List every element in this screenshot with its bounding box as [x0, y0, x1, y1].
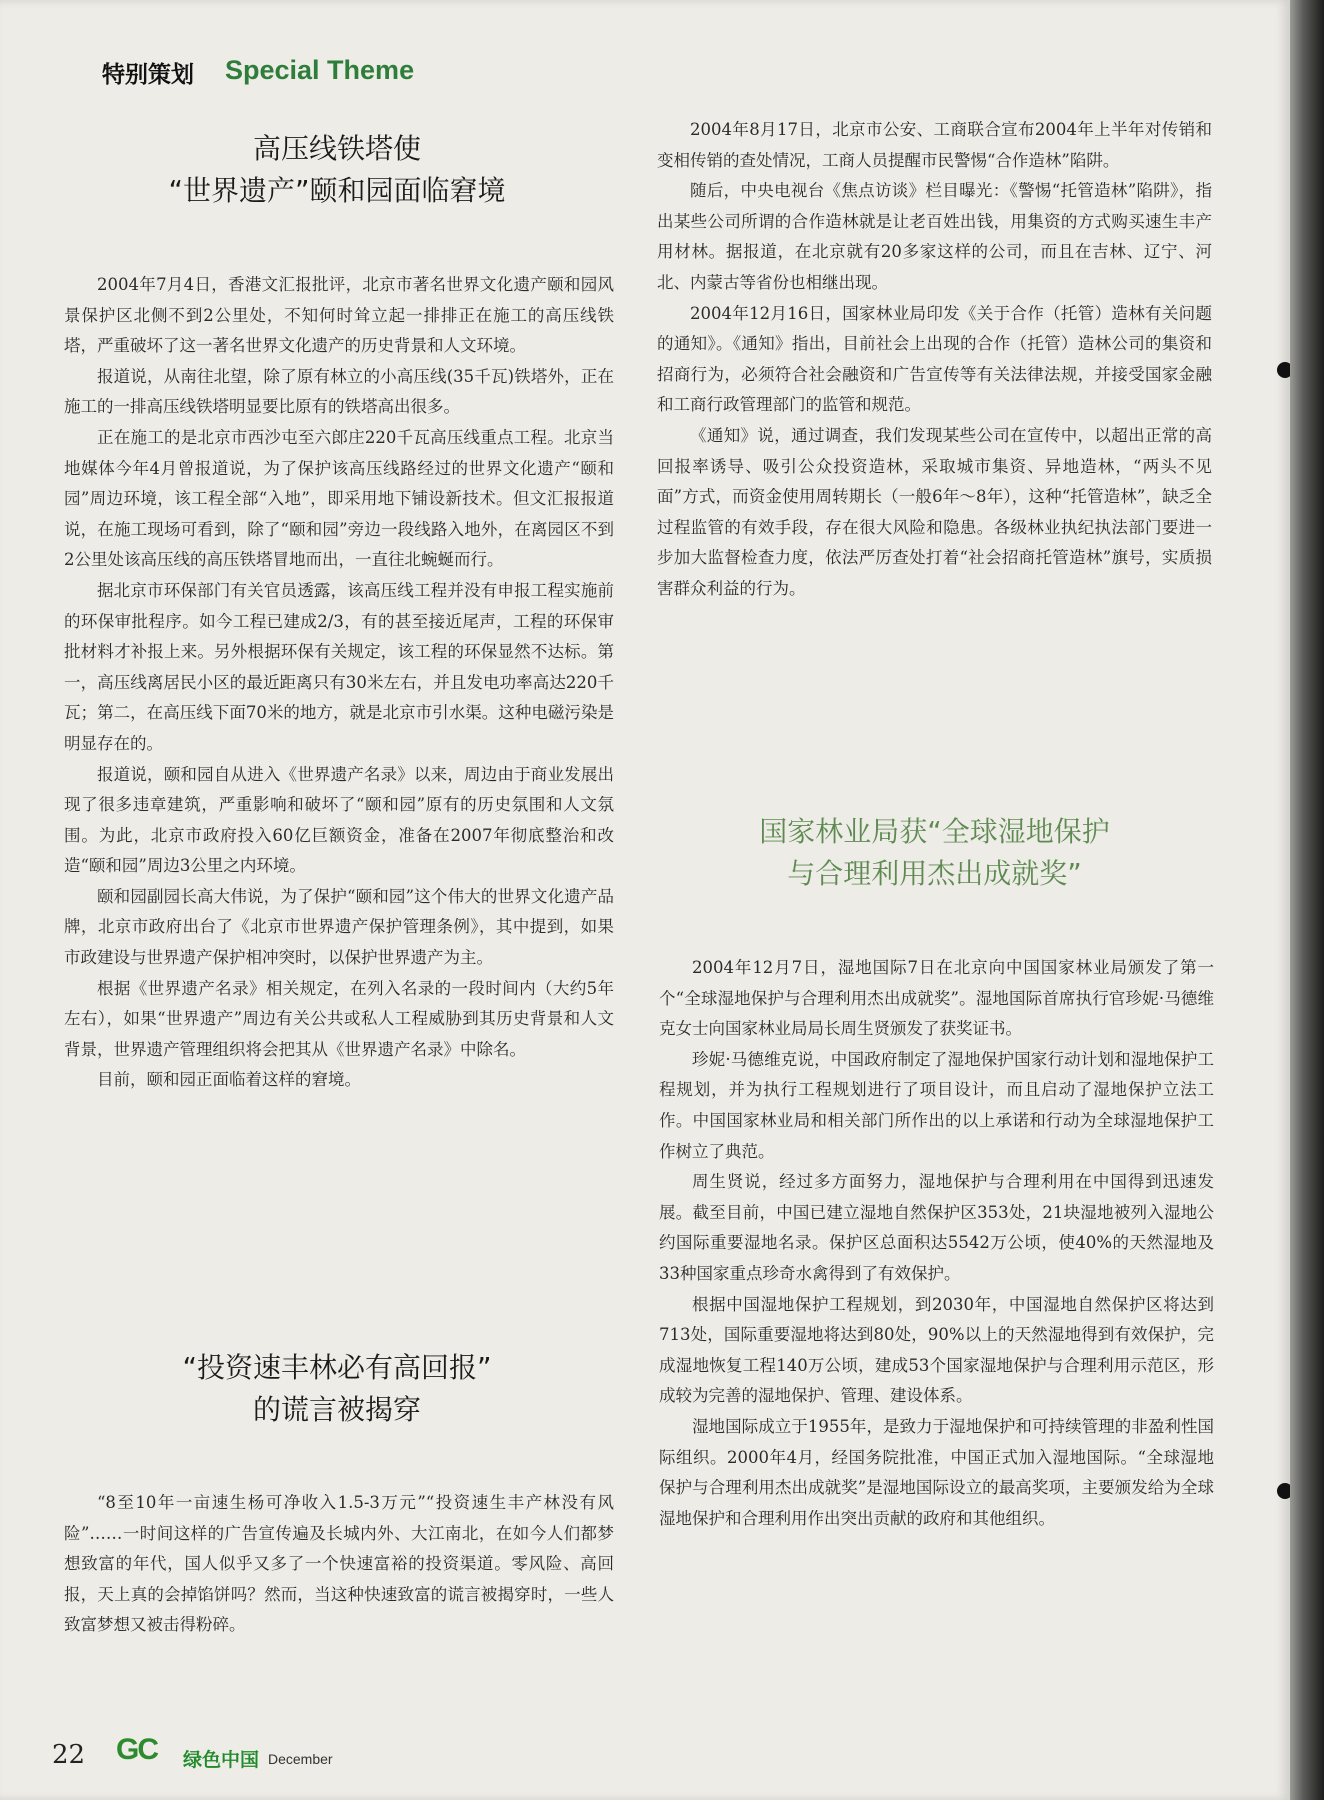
article2-body: [64, 1488, 614, 1641]
page-number: 22: [52, 1740, 86, 1770]
paragraph: 颐和园副园长高大伟说，为了保护“颐和园”这个伟大的世界文化遗产品牌，北京市政府出台了《北京市世界遗产保护管理条例》，其中提到，如果市政建设与世界遗产保护相冲突时，以保护世界遗产为主。: [64, 886, 614, 968]
paragraph: 报道说，颐和园自从进入《世界遗产名录》以来，周边由于商业发展出现了很多违章建筑，严重影响和破坏了“颐和园”原有的历史氛围和人文氛围。为此，北京市政府投入60亿巨额资金，准备在2007年彻底整治和改造“颐和园”周边3公里之内环境。: [64, 764, 614, 876]
article1-body: [64, 270, 614, 1096]
article2-title: [62, 1347, 612, 1431]
paragraph: 《通知》说，通过调查，我们发现某些公司在宣传中，以超出正常的高回报率诱导、吸引公众投资造林，采取城市集资、异地造林，“两头不见面”方式，而资金使用周转期长（一般6年～8年），这种“托管造林”，缺乏全过程监管的有效手段，存在很大风险和隐患。各级林业执纪执法部门要进一步加大监督检查力度，依法严厉查处打着“社会招商托管造林”旗号，实质损害群众利益的行为。: [657, 425, 1212, 598]
article2-body-continued: [657, 115, 1212, 605]
article3-title: [657, 811, 1212, 895]
paragraph: 报道说，从南往北望，除了原有林立的小高压线(35千瓦)铁塔外，正在施工的一排高压线铁塔明显要比原有的铁塔高出很多。: [64, 366, 614, 417]
paragraph: 湿地国际成立于1955年，是致力于湿地保护和可持续管理的非盈利性国际组织。2000年4月，经国务院批准，中国正式加入湿地国际。“全球湿地保护与合理利用杰出成就奖”是湿地国际设立的最高奖项，主要颁发给为全球湿地保护和合理利用作出突出贡献的政府和其他组织。: [659, 1416, 1214, 1528]
article3-body: [659, 953, 1214, 1534]
paragraph: 随后，中央电视台《焦点访谈》栏目曝光：《警惕“托管造林”陷阱》，指出某些公司所谓的合作造林就是让老百姓出钱，用集资的方式购买速生丰产用材林。据报道，在北京就有20多家这样的公司，而且在吉林、辽宁、河北、内蒙古等省份也相继出现。: [657, 181, 1212, 292]
article3-title-line: 与合理利用杰出成就奖”: [787, 857, 1082, 890]
article1-title-line: 高压线铁塔使: [252, 132, 421, 165]
section-label-zh: 特别策划: [102, 62, 194, 88]
issue-month: December: [268, 1751, 333, 1767]
paragraph: 目前，颐和园正面临着这样的窘境。: [97, 1070, 361, 1090]
paragraph: 正在施工的是北京市西沙屯至六郎庄220千瓦高压线重点工程。北京当地媒体今年4月曾报道说，为了保护该高压线路经过的世界文化遗产“颐和园”周边环境，该工程全部“入地”，即采用地下铺设新技术。但文汇报报道说，在施工现场可看到，除了“颐和园”旁边一段线路入地外，在离园区不到2公里处该高压线的高压铁塔冒地而出，一直往北蜿蜒而行。: [64, 427, 614, 570]
paragraph: 2004年12月7日，湿地国际7日在北京向中国国家林业局颁发了第一个“全球湿地保护与合理利用杰出成就奖”。湿地国际首席执行官珍妮·马德维克女士向国家林业局局长周生贤颁发了获奖证书。: [659, 958, 1214, 1039]
article1-title: [62, 128, 612, 212]
page-edge: [1290, 0, 1324, 1800]
paragraph: 珍妮·马德维克说，中国政府制定了湿地保护国家行动计划和湿地保护工程规划，并为执行工程规划进行了项目设计，而且启动了湿地保护立法工作。中国国家林业局和相关部门所作出的以上承诺和行动为全球湿地保护工作树立了典范。: [659, 1049, 1214, 1161]
paragraph: 根据《世界遗产名录》相关规定，在列入名录的一段时间内（大约5年左右），如果“世界遗产”周边有关公共或私人工程威胁到其历史背景和人文背景，世界遗产管理组织将会把其从《世界遗产名录》中除名。: [64, 978, 614, 1059]
magazine-name: 绿色中国: [183, 1749, 260, 1771]
article2-title-line: 的谎言被揭穿: [252, 1393, 421, 1426]
paragraph: 2004年7月4日，香港文汇报批评，北京市著名世界文化遗产颐和园风景保护区北侧不到2公里处，不知何时耸立起一排排正在施工的高压线铁塔，严重破坏了这一著名世界文化遗产的历史背景和人文环境。: [64, 275, 614, 356]
magazine-logo: GC: [116, 1733, 157, 1766]
paragraph: 据北京市环保部门有关官员透露，该高压线工程并没有申报工程实施前的环保审批程序。如今工程已建成2/3，有的甚至接近尾声，工程的环保审批材料才补报上来。另外根据环保有关规定，该工程的环保显然不达标。第一，高压线离居民小区的最近距离只有30米左右，并且发电功率高达220千瓦；第二，在高压线下面70米的地方，就是北京市引水渠。这种电磁污染是明显存在的。: [64, 580, 614, 753]
paragraph: 根据中国湿地保护工程规划，到2030年，中国湿地自然保护区将达到713处，国际重要湿地将达到80处，90%以上的天然湿地得到有效保护，完成湿地恢复工程140万公顷，建成53个国家湿地保护与合理利用示范区，形成较为完善的湿地保护、管理、建设体系。: [659, 1294, 1214, 1406]
article3-title-line: 国家林业局获“全球湿地保护: [759, 815, 1110, 848]
paragraph: 周生贤说，经过多方面努力，湿地保护与合理利用在中国得到迅速发展。截至目前，中国已建立湿地自然保护区353处，21块湿地被列入湿地公约国际重要湿地名录。保护区总面积达5542万公顷，使40%的天然湿地及33种国家重点珍奇水禽得到了有效保护。: [659, 1172, 1214, 1283]
article1-title-line: “世界遗产”颐和园面临窘境: [168, 174, 506, 207]
paragraph: “8至10年一亩速生杨可净收入1.5-3万元”“投资速生丰产林没有风险”……一时间这样的广告宣传遍及长城内外、大江南北，在如今人们都梦想致富的年代，国人似乎又多了一个快速富裕的投资渠道。零风险、高回报，天上真的会掉馅饼吗？然而，当这种快速致富的谎言被揭穿时，一些人致富梦想又被击得粉碎。: [64, 1493, 614, 1635]
section-label-en: Special Theme: [225, 55, 415, 85]
paragraph: 2004年8月17日，北京市公安、工商联合宣布2004年上半年对传销和变相传销的查处情况，工商人员提醒市民警惕“合作造林”陷阱。: [657, 120, 1212, 170]
paragraph: 2004年12月16日，国家林业局印发《关于合作（托管）造林有关问题的通知》。《通知》指出，目前社会上出现的合作（托管）造林公司的集资和招商行为，必须符合社会融资和广告宣传等有关法律法规，并接受国家金融和工商行政管理部门的监管和规范。: [657, 303, 1212, 415]
article2-title-line: “投资速丰林必有高回报”: [182, 1351, 492, 1384]
